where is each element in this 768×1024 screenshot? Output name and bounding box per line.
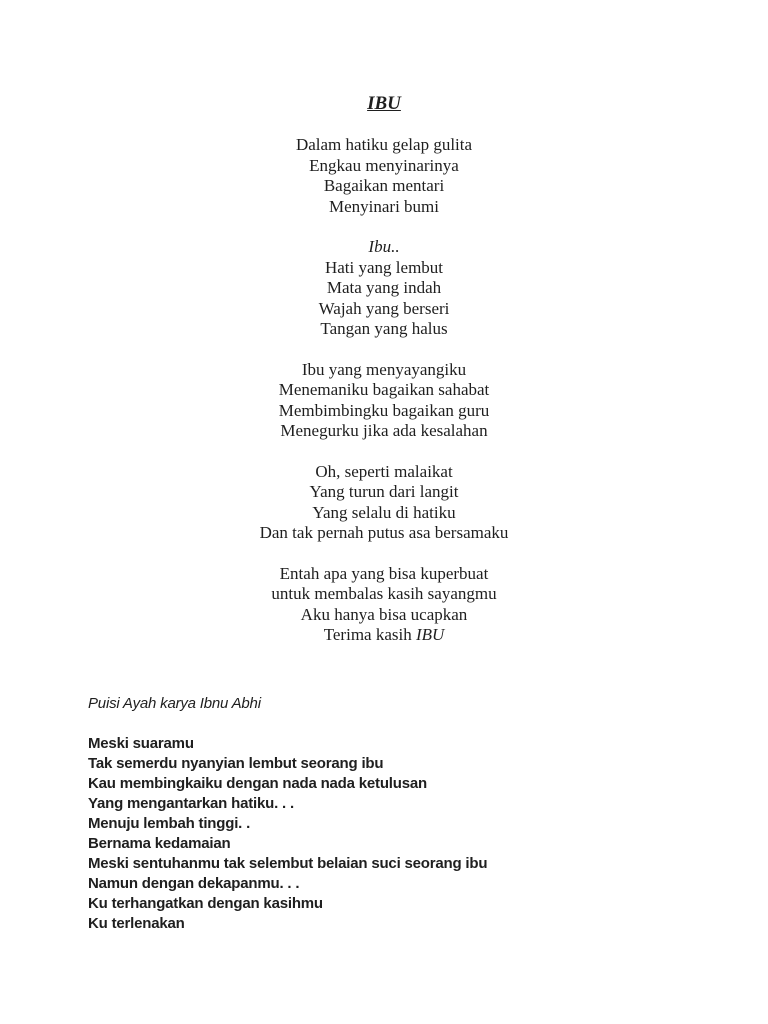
- poem-line-italic-word: IBU: [415, 625, 445, 644]
- poem-line: Wajah yang berseri: [318, 298, 450, 318]
- stanza-4: [0, 462, 768, 544]
- poem-line: Bernama kedamaian: [88, 834, 231, 852]
- poem-line: Yang turun dari langit: [309, 482, 459, 501]
- poem-line: Membimbingku bagaikan guru: [278, 400, 490, 420]
- poem-line: Yang mengantarkan hatiku. . .: [88, 794, 294, 812]
- poem-lead-line: Ibu..: [368, 237, 400, 256]
- stanza-3: [0, 360, 768, 442]
- poem-title: IBU: [367, 93, 401, 114]
- poem-line-text: Terima kasih: [323, 625, 416, 644]
- poem-line: Dalam hatiku gelap gulita: [295, 135, 473, 154]
- poem-line: Menegurku jika ada kesalahan: [280, 421, 488, 440]
- poem-line: Namun dengan dekapanmu. . .: [88, 874, 300, 892]
- poem-line: Menemaniku bagaikan sahabat: [278, 380, 490, 399]
- poem-line: Bagaikan mentari: [323, 176, 445, 195]
- poem-line: Kau membingkaiku dengan nada nada ketulusan: [88, 774, 427, 792]
- poem-line: Yang selalu di hatiku: [312, 502, 456, 522]
- stanza-5: [0, 564, 768, 646]
- poem-line: Ku terhangatkan dengan kasihmu: [88, 894, 323, 912]
- poem-line: untuk membalas kasih sayangmu: [271, 584, 497, 603]
- poem-line: Tak semerdu nyanyian lembut seorang ibu: [88, 754, 384, 772]
- poem-ayah-section: [0, 694, 768, 934]
- stanza-2: [0, 237, 768, 340]
- poem-line: Tangan yang halus: [320, 319, 448, 338]
- poem-line: Ibu yang menyayangiku: [301, 359, 467, 379]
- poem-line: Dan tak pernah putus asa bersamaku: [259, 523, 509, 542]
- poem-line: Meski sentuhanmu tak selembut belaian suci seorang ibu: [88, 854, 488, 872]
- poem-line: Mata yang indah: [326, 278, 442, 297]
- poem-line: Hati yang lembut: [324, 257, 444, 277]
- poem-line: Menyinari bumi: [328, 196, 439, 216]
- poem-line: Entah apa yang bisa kuperbuat: [279, 563, 489, 583]
- stanza-1: [0, 135, 768, 217]
- poem-caption: Puisi Ayah karya Ibnu Abhi: [88, 694, 261, 712]
- poem-line: Engkau menyinarinya: [309, 155, 459, 175]
- poem-line: Meski suaramu: [88, 734, 194, 752]
- poem-line: Ku terlenakan: [88, 914, 185, 932]
- poem-line: Menuju lembah tinggi. .: [88, 814, 251, 832]
- poem-line: Aku hanya bisa ucapkan: [300, 604, 468, 624]
- poem-line-emphasis: [0, 625, 768, 646]
- poem-line: Oh, seperti malaikat: [315, 461, 453, 481]
